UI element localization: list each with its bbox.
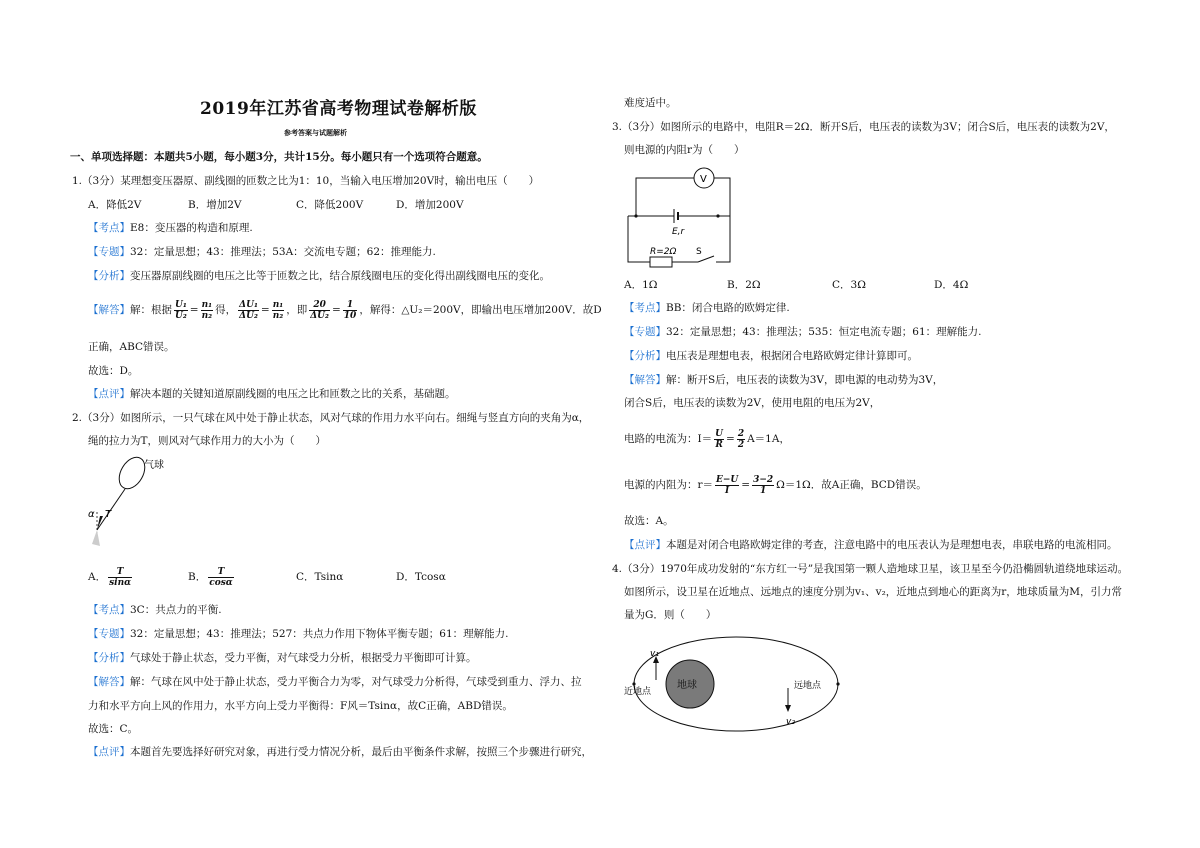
- fraction-numerator: ΔU₁: [239, 299, 258, 310]
- alpha-label: α: [88, 509, 95, 520]
- fraction-20-du2: [309, 300, 330, 321]
- q4-stem-line1: 4.（3分）1970年成功发射的“东方红一号”是我国第一颗人造地球卫星，该卫星至今仍沿椭圆轨道绕地球运动。: [612, 563, 1129, 575]
- balloon-label: 气球: [144, 460, 164, 471]
- q1-dianping-text: 解决本题的关键知道原副线圈的电压之比和匝数之比的关系，基础题。: [130, 388, 456, 400]
- fraction-du1-du2: [238, 300, 259, 321]
- q1-zhuanti: [88, 245, 436, 259]
- fraction-numerator: U: [715, 428, 724, 439]
- fraction-numerator: 20: [309, 300, 330, 311]
- wire-top-right: [714, 178, 730, 216]
- junction-right: [716, 214, 719, 217]
- q2-option-a: [88, 566, 134, 588]
- q1-option-a: A．降低2V: [88, 199, 142, 211]
- tag-zhuanti: 【专题】: [88, 628, 130, 640]
- apogee-label: 远地点: [794, 681, 822, 691]
- q2-kaodian: [88, 603, 222, 617]
- tag-zhuanti: 【专题】: [88, 246, 130, 258]
- fraction-numerator: n₁: [201, 299, 213, 310]
- tag-dianping: 【点评】: [88, 388, 130, 400]
- equals-sign: =: [741, 479, 751, 491]
- perigee-label: 近地点: [624, 687, 652, 697]
- q2-kaodian-text: 3C：共点力的平衡.: [130, 604, 222, 616]
- q1-fenxi: [88, 269, 550, 283]
- q2-option-c: C．Tsinα: [296, 571, 344, 583]
- tag-fenxi: 【分析】: [88, 270, 130, 282]
- tag-fenxi: 【分析】: [88, 652, 130, 664]
- fraction-n1-n2-b: [272, 300, 285, 321]
- fraction-numerator: T: [108, 567, 132, 578]
- fraction-denominator: I: [725, 485, 730, 496]
- equals-sign: =: [260, 304, 270, 316]
- q3-kaodian: [624, 301, 790, 315]
- balloon-figure: [86, 454, 196, 554]
- q2-dianping: [88, 745, 592, 759]
- fraction-denominator: U₂: [175, 310, 187, 321]
- q1-dianping: [88, 387, 456, 401]
- wire-bottom-left: [628, 216, 650, 262]
- tag-jieda: 【解答】: [88, 304, 130, 316]
- fraction-denominator: n₂: [272, 310, 284, 321]
- formula-suffix: A＝1A，: [747, 433, 790, 445]
- v1-label: v₁: [650, 649, 659, 659]
- page-title: 2019年江苏省高考物理试卷解析版: [200, 99, 477, 119]
- fraction-3-2-1: [752, 475, 774, 496]
- q2-jieda-line1: [88, 675, 582, 689]
- fraction-denominator: cosα: [209, 577, 233, 588]
- tag-kaodian: 【考点】: [624, 302, 666, 314]
- q2-option-b: [188, 566, 236, 588]
- q3-zhuanti: [624, 325, 981, 339]
- q1-jieda-a: 解：根据: [130, 304, 172, 316]
- wire-top-left: [636, 178, 694, 216]
- ground-hatch: [92, 530, 100, 546]
- tag-dianping: 【点评】: [624, 539, 666, 551]
- q1-jieda-line2: 正确，ABC错误。: [88, 341, 175, 353]
- equals-sign: =: [726, 433, 735, 445]
- q3-option-b: B．2Ω: [727, 279, 761, 291]
- q3-jieda-text1: 解：断开S后，电压表的读数为3V，即电源的电动势为3V，: [666, 374, 944, 386]
- fraction-denominator: n₂: [201, 310, 213, 321]
- q3-stem-line1: 3.（3分）如图所示的电路中，电阻R＝2Ω．断开S后，电压表的读数为3V；闭合S后，电压表的读数为2V，: [612, 121, 1115, 133]
- fraction-u1-u2: [174, 300, 188, 321]
- q1-fenxi-text: 变压器原副线圈的电压之比等于匝数之比，结合原线圈电压的变化得出副线圈电压的变化。: [130, 270, 550, 282]
- fraction-numerator: 2: [737, 428, 745, 439]
- q2-jieda-text1: 解：气球在风中处于静止状态，受力平衡合力为零，对气球受力分析得，气球受到重力、浮力、拉: [130, 676, 582, 688]
- q3-dianping: [624, 538, 1118, 552]
- fraction-denominator: 2: [737, 439, 745, 450]
- fraction-numerator: 1: [343, 300, 358, 311]
- q1-jieda: [88, 299, 602, 321]
- fraction-numerator: E−U: [716, 474, 739, 485]
- page-subtitle: 参考答案与试题解析: [284, 128, 347, 137]
- apogee-point: [836, 682, 839, 685]
- q1-zhuanti-text: 32：定量思想；43：推理法；53A：交流电专题；62：推理能力.: [130, 246, 436, 258]
- fraction-numerator: 3−2: [753, 474, 774, 485]
- q3-answer: 故选：A。: [624, 515, 674, 527]
- fraction-numerator: n₁: [272, 299, 284, 310]
- q4-stem-line2: 如图所示，设卫星在近地点、远地点的速度分别为v₁、v₂，近地点到地心的距离为r，地球质量为M，引力常: [624, 586, 1123, 598]
- tension-label: T: [105, 509, 112, 520]
- formula-suffix: Ω＝1Ω．故A正确，BCD错误。: [776, 479, 927, 491]
- q1-jieda-b: 得，: [215, 304, 237, 316]
- circuit-figure: [622, 164, 732, 268]
- tag-kaodian: 【考点】: [88, 222, 130, 234]
- q2-dianping-text: 本题首先要选择好研究对象，再进行受力情况分析，最后由平衡条件求解，按照三个步骤进行研究，: [130, 746, 592, 758]
- fraction-t-sin: [108, 567, 132, 588]
- fraction-denominator: sinα: [109, 577, 132, 588]
- q3-current-formula: [624, 428, 790, 450]
- q3-fenxi-text: 电压表是理想电表，根据闭合电路欧姆定律计算即可。: [666, 350, 918, 362]
- tag-jieda: 【解答】: [624, 374, 666, 386]
- q2-fenxi: [88, 651, 477, 665]
- tag-dianping: 【点评】: [88, 746, 130, 758]
- fraction-denominator: ΔU₂: [310, 310, 329, 321]
- q2-stem-line1: 2.（3分）如图所示，一只气球在风中处于静止状态，风对气球的作用力水平向右。细绳与竖直方向的夹角为α，: [72, 412, 590, 424]
- fraction-denominator: R: [715, 439, 723, 450]
- option-label: A．: [88, 571, 107, 583]
- q2-continued: 难度适中。: [624, 97, 677, 109]
- q2-fenxi-text: 气球处于静止状态，受力平衡，对气球受力分析，根据受力平衡即可计算。: [130, 652, 477, 664]
- resistor-symbol: [650, 257, 672, 267]
- fraction-denominator: 10: [343, 310, 357, 321]
- q3-dianping-text: 本题是对闭合电路欧姆定律的考查，注意电路中的电压表认为是理想电表，串联电路的电流相同。: [666, 539, 1118, 551]
- q3-option-d: D．4Ω: [934, 279, 969, 291]
- tag-kaodian: 【考点】: [88, 604, 130, 616]
- q2-option-d: D．Tcosα: [396, 571, 446, 583]
- fraction-n1-n2: [201, 300, 214, 321]
- fraction-e-u-i: [715, 475, 739, 496]
- junction-left: [634, 214, 637, 217]
- fraction-t-cos: [208, 567, 233, 588]
- q1-option-c: C．降低200V: [296, 199, 364, 211]
- tag-fenxi: 【分析】: [624, 350, 666, 362]
- option-label: B．: [188, 571, 207, 583]
- wire-bottom-right: [716, 216, 730, 262]
- switch-label: S: [696, 247, 702, 257]
- section-heading: 一、单项选择题：本题共5小题，每小题3分，共计15分。每小题只有一个选项符合题意。: [70, 151, 488, 163]
- resistor-label: R=2Ω: [650, 247, 677, 257]
- q3-jieda-line2: 闭合S后，电压表的读数为2V，使用电阻的电压为2V，: [624, 397, 881, 409]
- q3-stem-line2: 则电源的内阻r为（ ）: [624, 144, 745, 156]
- fraction-2-2: [737, 429, 745, 450]
- perigee-point: [632, 682, 635, 685]
- formula-prefix: 电路的电流为：I＝: [624, 433, 713, 445]
- fraction-u-r: [714, 429, 724, 450]
- q4-stem-line3: 量为G．则（ ）: [624, 609, 717, 621]
- equals-sign: =: [189, 304, 199, 316]
- voltmeter-label: V: [700, 174, 707, 185]
- source-label: E,r: [672, 227, 685, 237]
- fraction-denominator: ΔU₂: [239, 310, 258, 321]
- q2-zhuanti-text: 32：定量思想；43：推理法；527：共点力作用下物体平衡专题；61：理解能力.: [130, 628, 509, 640]
- q1-option-b: B．增加2V: [188, 199, 242, 211]
- fraction-1-10: [343, 300, 358, 321]
- earth-label: 地球: [677, 680, 697, 691]
- fraction-denominator: 1: [760, 485, 767, 496]
- fraction-numerator: T: [208, 567, 233, 578]
- q3-zhuanti-text: 32：定量思想；43：推理法；535：恒定电流专题；61：理解能力.: [666, 326, 982, 338]
- q1-jieda-d: ，解得：△U₂＝200V，即输出电压增加200V．故D: [359, 304, 602, 316]
- q2-answer: 故选：C。: [88, 723, 139, 735]
- q3-fenxi: [624, 349, 918, 363]
- q1-answer: 故选：D。: [88, 365, 139, 377]
- equals-sign: =: [331, 304, 341, 316]
- v2-label: v₂: [786, 717, 795, 727]
- q1-kaodian: [88, 221, 253, 235]
- q1-kaodian-text: E8：变压器的构造和原理.: [130, 222, 253, 234]
- q1-option-d: D．增加200V: [396, 199, 464, 211]
- q1-stem: 1.（3分）某理想变压器原、副线圈的匝数之比为1：10，当输入电压增加20V时，输出电压（ ）: [72, 175, 540, 187]
- q3-kaodian-text: BB：闭合电路的欧姆定律.: [666, 302, 790, 314]
- q3-option-c: C．3Ω: [832, 279, 866, 291]
- q3-option-a: A．1Ω: [624, 279, 658, 291]
- q3-resistance-formula: [624, 474, 927, 496]
- v2-arrowhead: [785, 705, 791, 712]
- q3-jieda-line1: [624, 373, 943, 387]
- tag-zhuanti: 【专题】: [624, 326, 666, 338]
- q2-jieda-line2: 力和水平方向上风的作用力，水平方向上受力平衡得：F风＝Tsinα，故C正确，ABD错误。: [88, 700, 513, 712]
- q2-zhuanti: [88, 627, 508, 641]
- fraction-numerator: U₁: [175, 299, 187, 310]
- q1-jieda-c: ，即: [286, 304, 308, 316]
- tag-jieda: 【解答】: [88, 676, 130, 688]
- orbit-figure: [622, 632, 872, 732]
- formula-prefix: 电源的内阻为：r＝: [624, 479, 714, 491]
- q2-stem-line2: 绳的拉力为T，则风对气球作用力的大小为（ ）: [88, 435, 327, 447]
